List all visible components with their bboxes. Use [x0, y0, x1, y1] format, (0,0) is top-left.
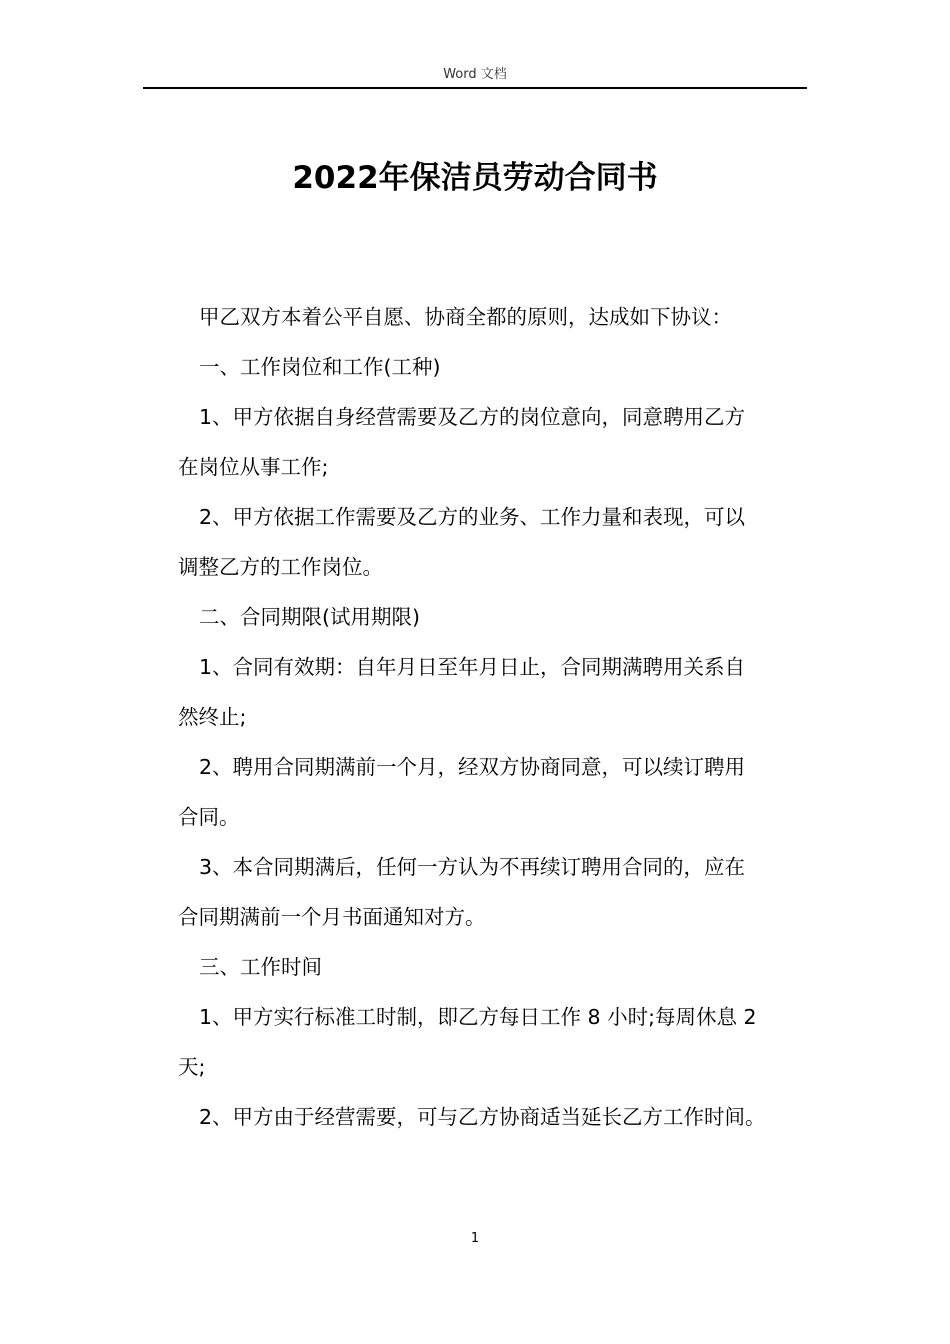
section-heading: [178, 942, 798, 992]
paragraph-line: 2、聘用合同期满前一个月，经双方协商同意，可以续订聘用: [199, 755, 746, 779]
paragraph-line: 2、甲方由于经营需要，可与乙方协商适当延长乙方工作时间。: [199, 1105, 766, 1129]
paragraph: [178, 292, 798, 342]
paragraph-line: 在岗位从事工作;: [178, 455, 329, 479]
section-heading: [178, 342, 798, 392]
paragraph-line: 甲乙双方本着公平自愿、协商全都的原则，达成如下协议：: [199, 305, 732, 329]
paragraph: [178, 742, 798, 842]
page-number: 1: [470, 1231, 480, 1246]
paragraph-line: 3、本合同期满后，任何一方认为不再续订聘用合同的，应在: [199, 855, 746, 879]
paragraph-line: 合同期满前一个月书面通知对方。: [178, 905, 486, 929]
paragraph-line: 1、甲方依据自身经营需要及乙方的岗位意向，同意聘用乙方: [199, 405, 746, 429]
paragraph-line: 2、甲方依据工作需要及乙方的业务、工作力量和表现，可以: [199, 505, 746, 529]
paragraph: [178, 492, 798, 592]
header-divider: [143, 87, 807, 89]
document-title: 2022年保洁员劳动合同书: [292, 160, 658, 196]
paragraph: [178, 842, 798, 942]
section-heading: [178, 592, 798, 642]
paragraph-line: 1、甲方实行标准工时制，即乙方每日工作 8 小时;每周休息 2: [199, 1005, 757, 1029]
paragraph: [178, 992, 798, 1092]
document-body: [178, 292, 798, 1142]
paragraph-line: 天;: [178, 1055, 206, 1079]
paragraph-line: 1、合同有效期：自年月日至年月日止，合同期满聘用关系自: [199, 655, 746, 679]
paragraph-line: 三、工作时间: [199, 955, 322, 979]
paragraph-line: 一、工作岗位和工作(工种): [199, 355, 441, 379]
paragraph-line: 二、合同期限(试用期限): [199, 605, 420, 629]
paragraph-line: 调整乙方的工作岗位。: [178, 555, 383, 579]
paragraph-line: 然终止;: [178, 705, 247, 729]
paragraph: [178, 392, 798, 492]
paragraph-line: 合同。: [178, 805, 240, 829]
page-header: Word 文档: [443, 67, 507, 82]
paragraph: [178, 1092, 798, 1142]
paragraph: [178, 642, 798, 742]
